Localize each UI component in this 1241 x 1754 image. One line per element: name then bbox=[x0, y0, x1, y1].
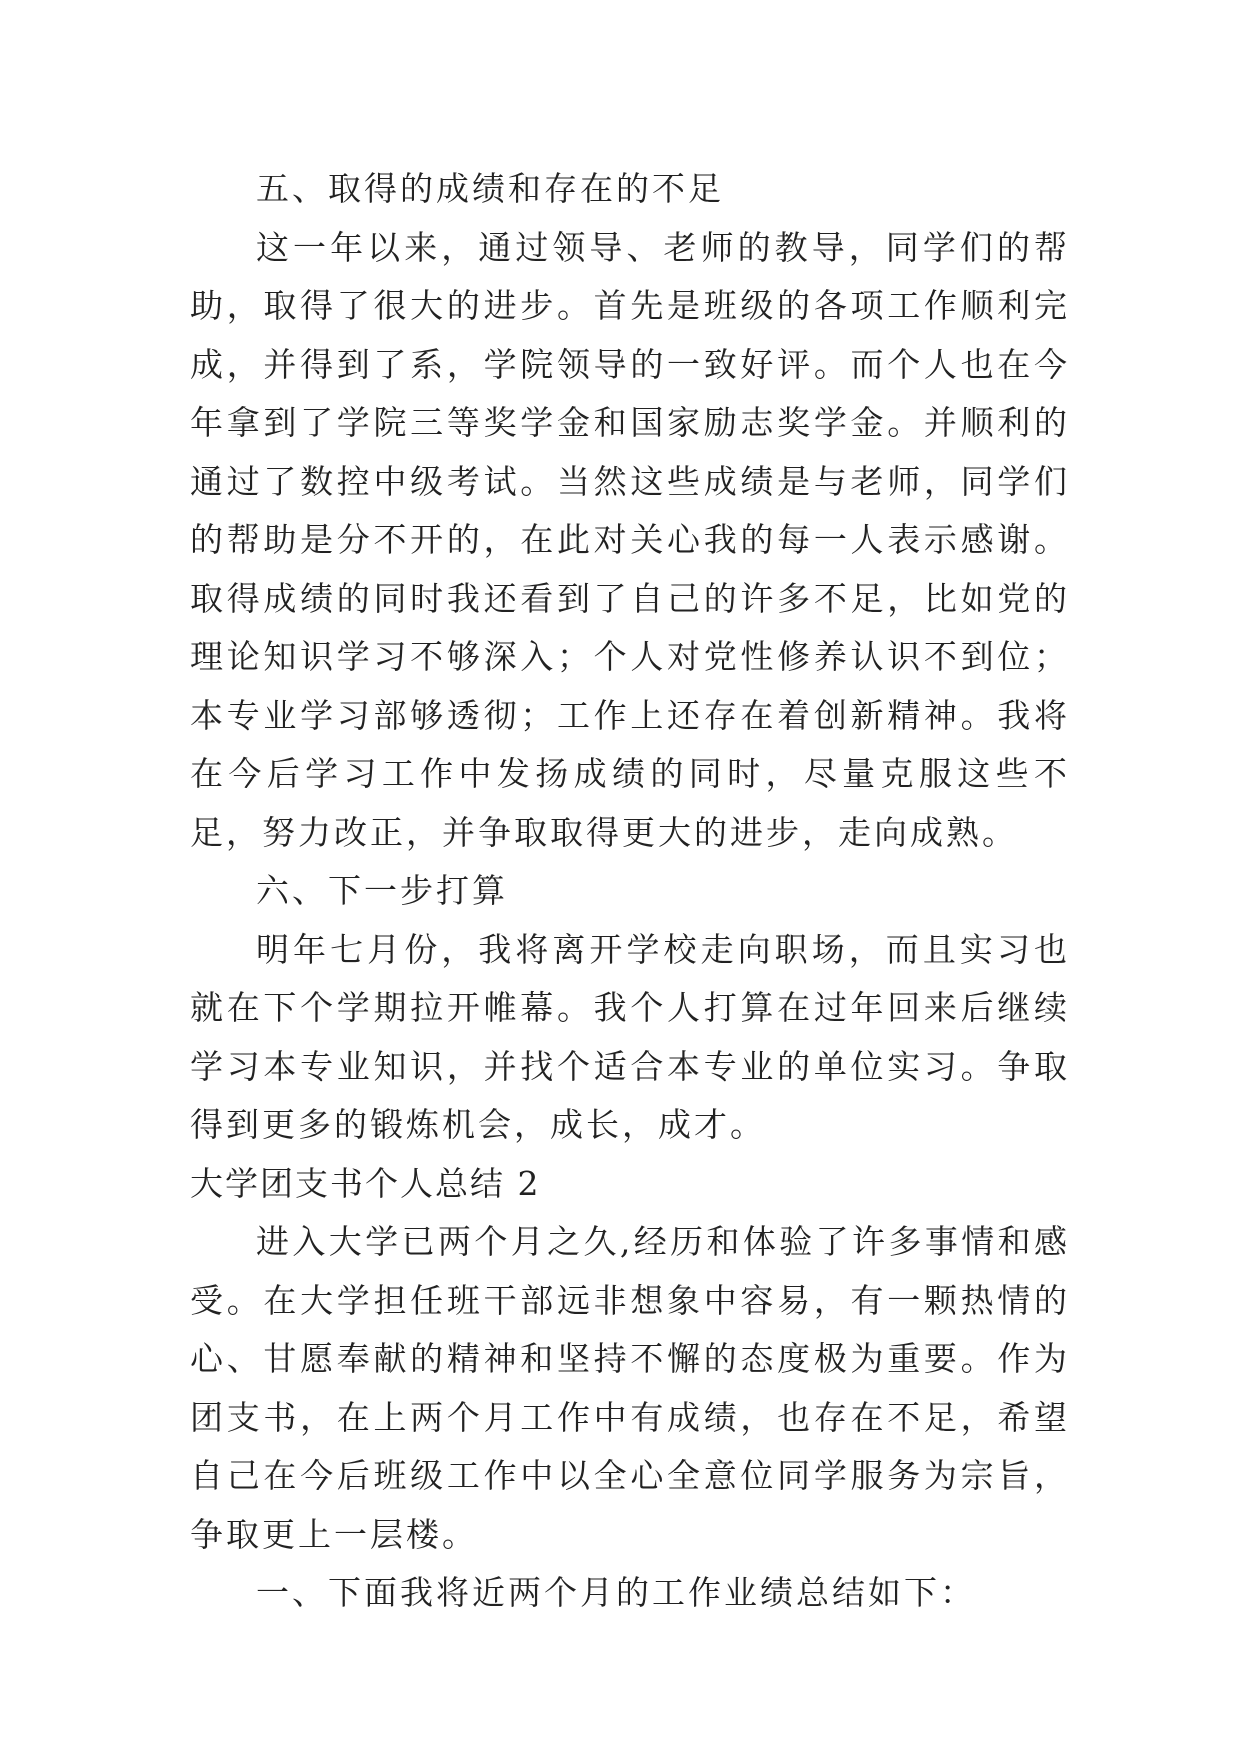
paragraph-achievements: 这一年以来，通过领导、老师的教导，同学们的帮助，取得了很大的进步。首先是班级的各项工作顺利完成，并得到了系，学院领导的一致好评。而个人也在今年拿到了学院三等奖学金和国家励志奖学金。并顺利的通过了数控中级考试。当然这些成绩是与老师，同学们的帮助是分不开的，在此对关心我的每一人表示感谢。取得成绩的同时我还看到了自己的许多不足，比如党的理论知识学习不够深入；个人对党性修养认识不到位；本专业学习部够透彻；工作上还存在着创新精神。我将在今后学习工作中发扬成绩的同时，尽量克服这些不足，努力改正，并争取取得更大的进步，走向成熟。 bbox=[190, 227, 1070, 852]
document-title-summary-2: 大学团支书个人总结 2 bbox=[190, 1163, 541, 1203]
paragraph-intro: 进入大学已两个月之久,经历和体验了许多事情和感受。在大学担任班干部远非想象中容易，有一颗热情的心、甘愿奉献的精神和坚持不懈的态度极为重要。作为团支书，在上两个月工作中有成绩，也存在不足，希望自己在今后班级工作中以全心全意位同学服务为宗旨，争取更上一层楼。 bbox=[190, 1222, 1070, 1554]
document-body bbox=[190, 160, 1070, 1623]
paragraph-next-steps: 明年七月份，我将离开学校走向职场，而且实习也就在下个学期拉开帷幕。我个人打算在过年回来后继续学习本专业知识，并找个适合本专业的单位实习。争取得到更多的锻炼机会，成长，成才。 bbox=[190, 929, 1070, 1144]
section-heading-work-results: 一、下面我将近两个月的工作业绩总结如下： bbox=[256, 1573, 976, 1612]
section-heading-next-steps: 六、下一步打算 bbox=[256, 871, 508, 910]
section-heading-achievements: 五、取得的成绩和存在的不足 bbox=[256, 169, 724, 208]
